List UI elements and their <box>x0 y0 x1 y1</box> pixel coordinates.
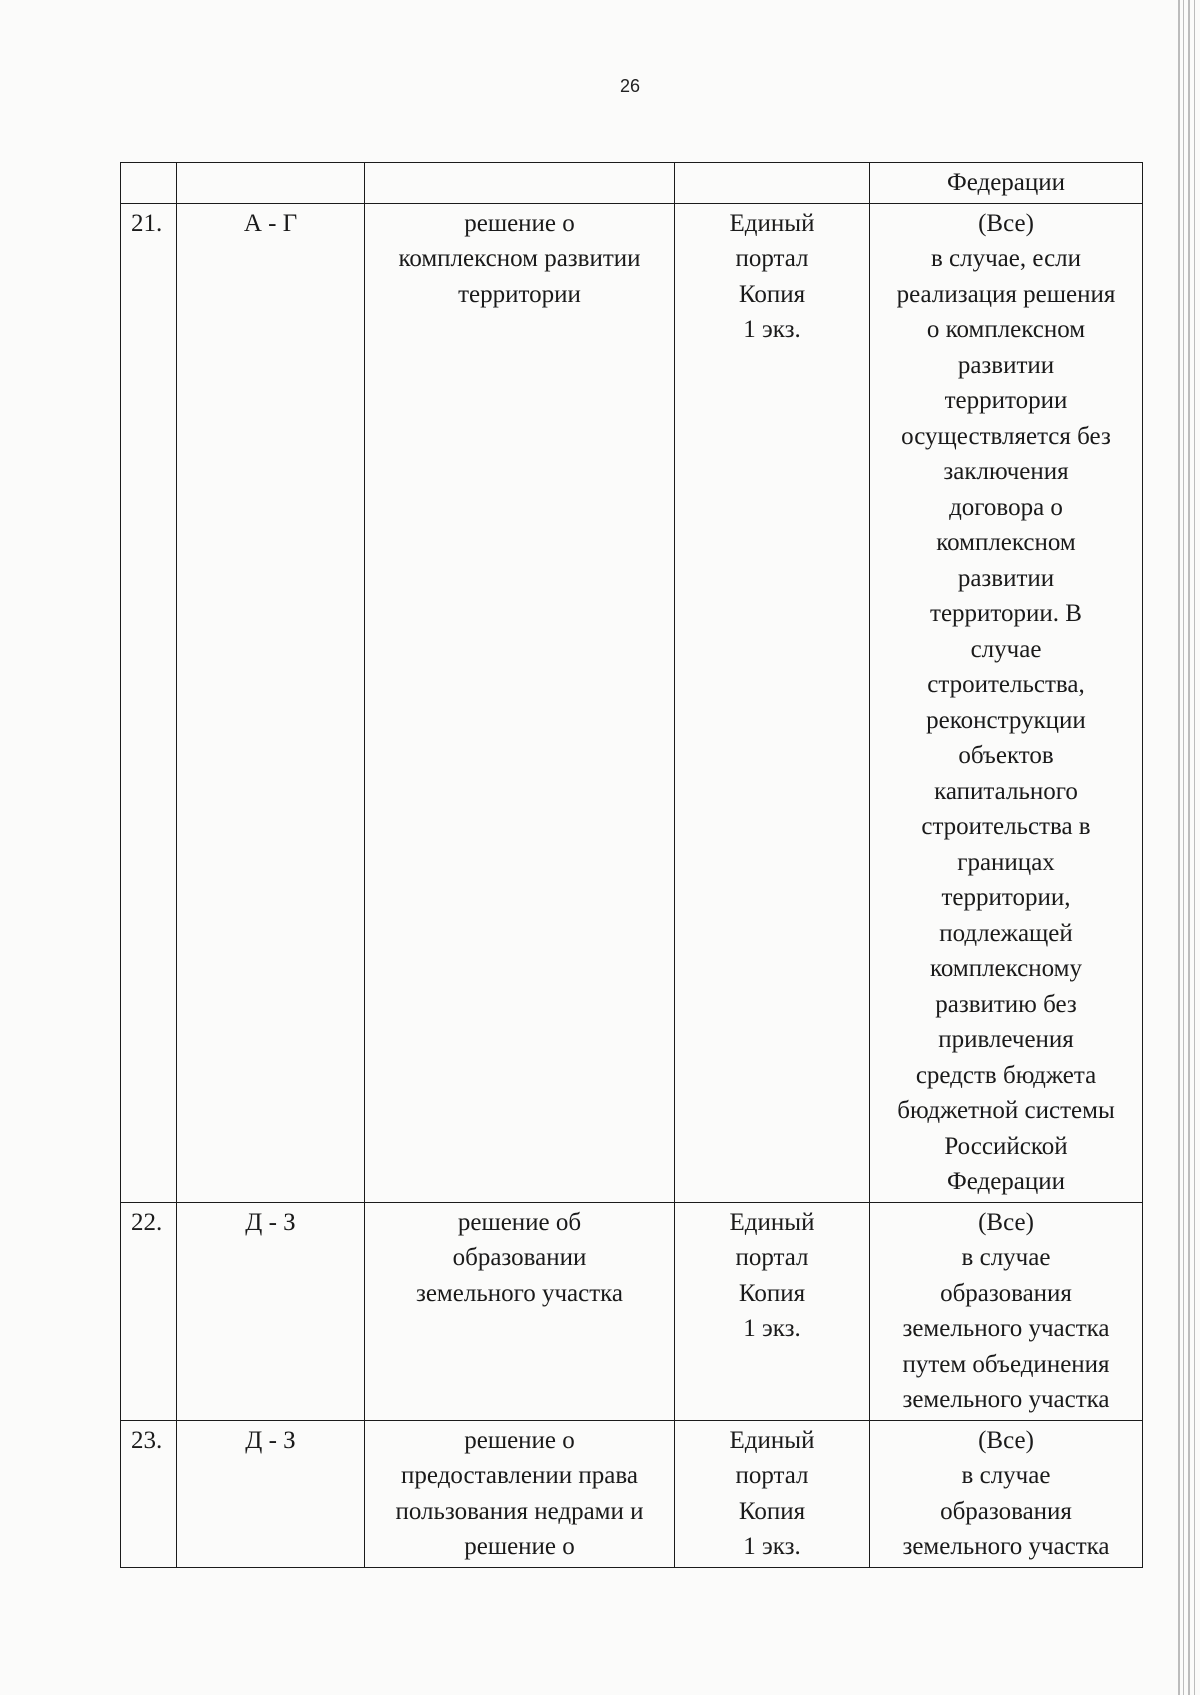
cell-line: Единый <box>729 1426 815 1454</box>
cell-line: подлежащей <box>939 919 1073 947</box>
cell-line: комплексному <box>929 955 1082 982</box>
table-cell-source <box>675 163 870 204</box>
cell-line: земельного участка <box>415 1279 624 1307</box>
table-row <box>121 1420 1143 1567</box>
table-cell-letters <box>177 163 365 204</box>
cell-line: осуществляется без <box>901 422 1111 450</box>
row-source <box>675 1420 870 1567</box>
cell-line: территории, <box>941 884 1071 911</box>
cell-line: территории. В <box>930 600 1082 627</box>
table-cell-document <box>365 163 675 204</box>
cell-line: реконструкции <box>926 706 1086 734</box>
cell-line: (Все) <box>978 1426 1034 1454</box>
cell-line: образования <box>940 1497 1072 1525</box>
cell-line: комплексном развитии <box>398 245 641 272</box>
cell-line: 1 экз. <box>743 1533 801 1560</box>
row-condition <box>870 1202 1143 1420</box>
row-number: 21. <box>121 203 177 1202</box>
cell-line: капитального <box>934 777 1078 805</box>
cell-line: пользования недрами и <box>395 1497 644 1525</box>
cell-line: решение об <box>457 1208 582 1236</box>
cell-line: портал <box>735 1462 809 1489</box>
cell-line: территории <box>458 280 581 308</box>
cell-line: строительства в <box>921 813 1091 840</box>
table-cell-condition <box>870 163 1143 204</box>
cell-line: привлечения <box>938 1026 1074 1053</box>
page-number: 26 <box>619 76 641 96</box>
cell-line: Копия <box>738 280 806 308</box>
row-document <box>365 1202 675 1420</box>
cell-line: Копия <box>738 1279 806 1307</box>
table-cell-number <box>121 163 177 204</box>
row-letters: Д - З <box>177 1420 365 1567</box>
cell-line: портал <box>735 1244 809 1271</box>
table-continuation-row <box>121 163 1143 204</box>
row-source <box>675 203 870 1202</box>
cell-line: объектов <box>958 742 1054 769</box>
cell-line: в случае <box>961 1244 1051 1271</box>
row-document <box>365 203 675 1202</box>
cell-line: заключения <box>943 458 1069 485</box>
cell-line: развитию без <box>935 990 1077 1018</box>
cell-line: 1 экз. <box>743 1315 801 1342</box>
cell-line: развитии <box>957 351 1055 379</box>
cell-line: Единый <box>729 209 815 237</box>
cell-line: 1 экз. <box>743 316 801 343</box>
row-condition <box>870 203 1143 1202</box>
row-condition <box>870 1420 1143 1567</box>
cell-line: Копия <box>738 1497 806 1525</box>
cell-line: строительства, <box>927 671 1085 698</box>
cell-line: предоставлении права <box>401 1462 638 1489</box>
cell-line: комплексном <box>936 529 1076 556</box>
cell-line: Федерации <box>946 1168 1066 1195</box>
cell-line: границах <box>957 848 1055 876</box>
row-letters: А - Г <box>177 203 365 1202</box>
cell-line: развитии <box>957 564 1055 592</box>
cell-line: образования <box>940 1279 1072 1307</box>
row-letters: Д - З <box>177 1202 365 1420</box>
document-table <box>120 162 1143 1568</box>
cell-line: территории <box>944 387 1068 414</box>
cell-line: (Все) <box>978 209 1034 237</box>
cell-line: Единый <box>729 1208 815 1236</box>
cell-line: договора о <box>949 493 1063 521</box>
cell-line: земельного участка <box>902 1533 1110 1560</box>
cell-line: образовании <box>452 1244 587 1271</box>
cell-line: земельного участка <box>902 1386 1110 1413</box>
cell-line: Российской <box>944 1132 1068 1160</box>
table-row <box>121 1202 1143 1420</box>
cell-line: бюджетной системы <box>897 1097 1115 1124</box>
cell-line: (Все) <box>978 1208 1034 1236</box>
cell-line: путем объединения <box>902 1350 1110 1378</box>
cell-line: земельного участка <box>902 1315 1110 1342</box>
cell-line: случае <box>970 635 1042 663</box>
cell-line: в случае, если <box>930 245 1082 272</box>
cell-line: в случае <box>961 1462 1051 1489</box>
row-number: 23. <box>121 1420 177 1567</box>
cell-line: решение о <box>464 209 575 237</box>
cell-line: о комплексном <box>926 316 1086 343</box>
row-document <box>365 1420 675 1567</box>
cell-line: портал <box>735 245 809 272</box>
condition-tail: Федерации <box>946 169 1066 196</box>
row-number: 22. <box>121 1202 177 1420</box>
cell-line: реализация решения <box>896 280 1116 308</box>
cell-line: средств бюджета <box>915 1061 1097 1089</box>
row-source <box>675 1202 870 1420</box>
cell-line: решение о <box>464 1426 575 1454</box>
cell-line: решение о <box>464 1533 575 1560</box>
scan-edge-decoration <box>1172 0 1200 1695</box>
table-row <box>121 203 1143 1202</box>
